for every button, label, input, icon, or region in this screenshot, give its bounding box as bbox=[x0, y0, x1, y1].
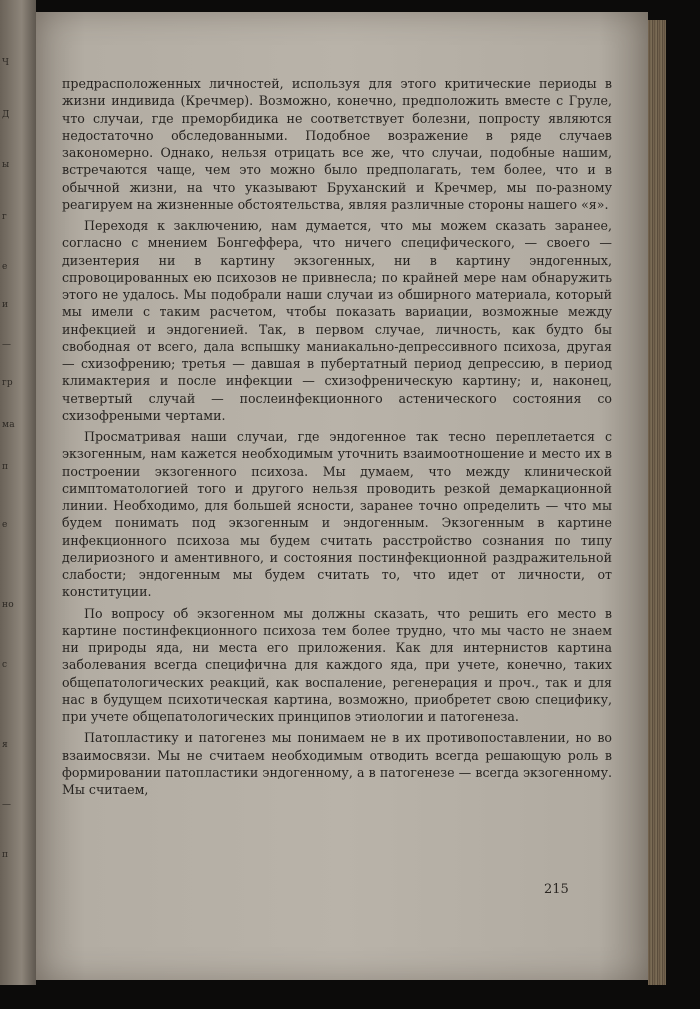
paragraph: По вопросу об экзогенном мы должны сказать, что решить его место в картине постинфекционного психоза тем более трудно, что мы часто не знаем ни природы яда, ни места его приложения. Как для интернистов картина заболевания всегда специфична для каждого яда, при учете, конечно, таких общепатологических реакций, как воспаление, регенерация и проч., так и для нас в будущем психотическая картина, возможно, приобретет свою специфику, при учете общепатологических принципов этиологии и патогенеза. bbox=[62, 605, 612, 724]
left-page-fragment: Д bbox=[2, 110, 10, 120]
left-page-fragment: п bbox=[2, 850, 9, 860]
paragraph: Просматривая наши случаи, где эндогенное так тесно переплетается с экзогенным, нам кажется необходимым уточнить взаимоотношение и место их в построении экзогенного психоза. Мы думаем, что между клинической симптоматологией того и другого нельзя проводить резкой демаркационной линии. Необходимо, для большей ясности, заранее точно определить — что мы будем понимать под экзогенным и эндогенным. Экзогенным в картине инфекционного психоза мы будем считать расстройство сознания по типу делириозного и аментивного, и состояния постинфекционной раздражительной слабости; эндогенным мы будем считать то, что идет от личности, от конституции. bbox=[62, 429, 612, 600]
body-text bbox=[62, 75, 612, 802]
paragraph: Переходя к заключению, нам думается, что мы можем сказать заранее, согласно с мнением Бонгеффера, что ничего специфического, — своего — дизентерия ни в картину экзогенных, ни в картину эндогенных, спровоцированных ею психозов не привнесла; по крайней мере нам обнаружить этого не удалось. Мы подобрали наши случаи из обширного материала, который мы имели с таким расчетом, чтобы показать вариации, возможные между инфекцией и эндогенией. Так, в первом случае, личность, как будто бы свободная от всего, дала вспышку маниакально-депрессивного психоза, другая — схизофрению; третья — давшая в пубертатный период депрессию, в период климактерия и после инфекции — схизофреническую картину; и, наконец, четвертый случай — послеинфекционного астенического состояния со схизофреными чертами. bbox=[62, 218, 612, 423]
paragraph: предрасположенных личностей, используя для этого критические периоды в жизни индивида (Кречмер). Возможно, конечно, предположить вместе с Груле, что случаи, где преморбидика не соответствует болезни, попросту являются недостаточно обследованными. Подобное возражение в ряде случаев закономерно. Однако, нельзя отрицать все же, что случаи, подобные нашим, встречаются чаще, чем это можно было предполагать, тем более, что и в обычной жизни, на что указывают Бруханский и Кречмер, мы по-разному реагируем на жизненные обстоятельства, являя различные стороны нашего «я». bbox=[62, 76, 612, 212]
adjacent-left-page bbox=[0, 0, 36, 985]
left-page-fragment: гр bbox=[2, 378, 13, 388]
left-page-fragment: — bbox=[2, 340, 12, 350]
left-page-fragment: е bbox=[2, 262, 8, 272]
left-page-fragment: ма bbox=[2, 420, 15, 430]
page-number: 215 bbox=[544, 882, 569, 897]
left-page-fragment: с bbox=[2, 660, 8, 670]
left-page-fragment: е bbox=[2, 520, 8, 530]
left-page-fragment: — bbox=[2, 800, 12, 810]
left-page-fragment: Ч bbox=[2, 58, 10, 68]
left-page-fragment: я bbox=[2, 740, 8, 750]
paragraph: Патопластику и патогенез мы понимаем не в их противопоставлении, но во взаимосвязи. Мы не считаем необходимым отводить всегда решающую роль в формировании патопластики эндогенному, а в патогенезе — всегда экзогенному. Мы считаем, bbox=[62, 730, 612, 797]
left-page-fragment: г bbox=[2, 212, 7, 222]
left-page-fragment: но bbox=[2, 600, 14, 610]
left-page-fragment: и bbox=[2, 300, 9, 310]
book-page bbox=[36, 12, 648, 980]
book-page-edges bbox=[648, 20, 666, 985]
left-page-fragment: п bbox=[2, 462, 9, 472]
left-page-fragment: ы bbox=[2, 160, 10, 170]
